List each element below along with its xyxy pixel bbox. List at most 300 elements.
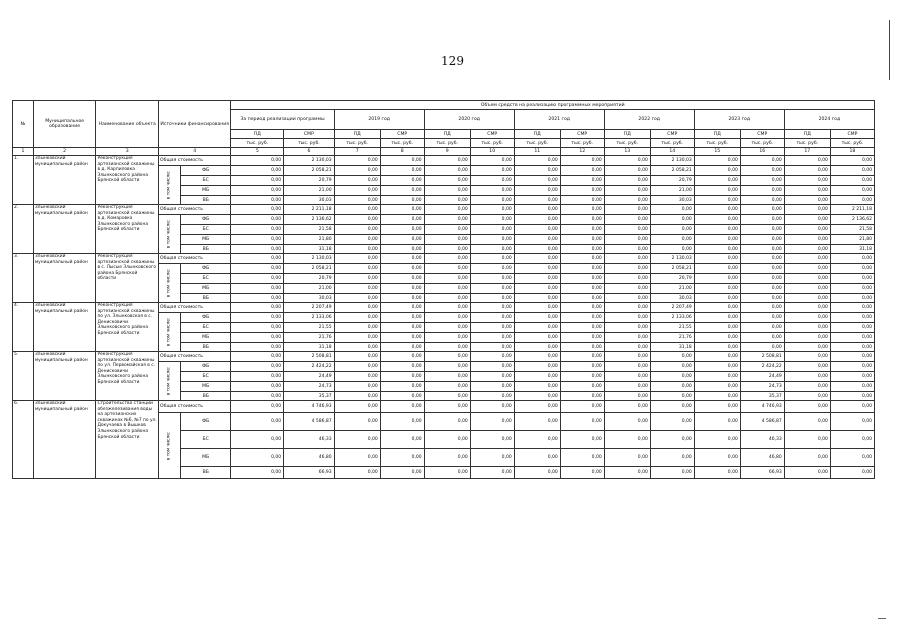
value-cell: 0,00 xyxy=(560,166,604,176)
scan-edge-mark xyxy=(878,618,886,619)
value-cell: 0,00 xyxy=(740,176,784,186)
value-cell: 0,00 xyxy=(514,186,560,196)
value-cell: 2 207,49 xyxy=(650,303,694,313)
value-cell: 0,00 xyxy=(514,274,560,284)
value-cell: 0,00 xyxy=(694,467,740,479)
value-cell: 0,00 xyxy=(424,333,470,343)
value-cell: 0,00 xyxy=(334,392,380,401)
value-cell: 0,00 xyxy=(650,392,694,401)
header-smr: СМР xyxy=(560,130,604,139)
value-cell: 0,00 xyxy=(380,413,424,431)
value-cell: 0,00 xyxy=(694,401,740,413)
value-cell: 0,00 xyxy=(694,392,740,401)
value-cell: 0,00 xyxy=(604,431,650,449)
incl-label xyxy=(159,313,181,352)
value-cell: 0,00 xyxy=(514,401,560,413)
value-cell: 0,00 xyxy=(560,431,604,449)
header-smr: СМР xyxy=(650,130,694,139)
value-cell: 0,00 xyxy=(784,284,830,294)
source-code: БС xyxy=(180,176,231,186)
value-cell: 0,00 xyxy=(830,352,874,362)
value-cell: 0,00 xyxy=(470,284,514,294)
value-cell: 0,00 xyxy=(470,264,514,274)
column-number: 7 xyxy=(334,148,380,156)
value-cell: 2 424,22 xyxy=(284,362,335,372)
value-cell: 0,00 xyxy=(514,431,560,449)
value-cell: 0,00 xyxy=(604,467,650,479)
value-cell: 0,00 xyxy=(784,352,830,362)
value-cell: 0,00 xyxy=(784,264,830,274)
value-cell: 0,00 xyxy=(470,467,514,479)
value-cell: 0,00 xyxy=(334,313,380,323)
value-cell: 0,00 xyxy=(334,186,380,196)
value-cell: 0,00 xyxy=(380,352,424,362)
value-cell: 0,00 xyxy=(604,196,650,205)
value-cell: 0,00 xyxy=(694,235,740,245)
value-cell: 0,00 xyxy=(694,156,740,166)
value-cell: 24,49 xyxy=(740,372,784,382)
value-cell: 2 058,21 xyxy=(650,264,694,274)
value-cell: 0,00 xyxy=(694,372,740,382)
value-cell: 0,00 xyxy=(231,274,284,284)
header-unit: тыс. руб. xyxy=(231,139,284,148)
source-code: БС xyxy=(180,372,231,382)
value-cell: 0,00 xyxy=(830,166,874,176)
value-cell: 0,00 xyxy=(604,401,650,413)
header-unit: тыс. руб. xyxy=(740,139,784,148)
column-number: 4 xyxy=(159,148,231,156)
value-cell: 0,00 xyxy=(380,294,424,303)
value-cell: 30,03 xyxy=(284,294,335,303)
value-cell: 0,00 xyxy=(694,303,740,313)
value-cell: 0,00 xyxy=(380,205,424,215)
value-cell: 0,00 xyxy=(740,264,784,274)
value-cell: 0,00 xyxy=(830,274,874,284)
value-cell: 0,00 xyxy=(560,372,604,382)
value-cell: 30,03 xyxy=(650,196,694,205)
value-cell: 0,00 xyxy=(380,274,424,284)
value-cell: 4 586,87 xyxy=(740,413,784,431)
value-cell: 0,00 xyxy=(560,313,604,323)
value-cell: 0,00 xyxy=(604,323,650,333)
value-cell: 0,00 xyxy=(694,254,740,264)
value-cell: 0,00 xyxy=(334,362,380,372)
row-number: 3. xyxy=(13,254,34,303)
header-pd: ПД xyxy=(604,130,650,139)
value-cell: 0,00 xyxy=(424,352,470,362)
value-cell: 0,00 xyxy=(470,313,514,323)
value-cell: 0,00 xyxy=(470,186,514,196)
value-cell: 0,00 xyxy=(784,343,830,352)
object-name-cell: Реконструкция артезианской скважины по ул. Злынковская в с. Денисковичи Злынковского района Брянской области xyxy=(96,303,159,352)
incl-label-text: в том числе: xyxy=(166,268,172,298)
value-cell: 0,00 xyxy=(740,225,784,235)
value-cell: 0,00 xyxy=(514,225,560,235)
value-cell: 2 130,03 xyxy=(284,254,335,264)
value-cell: 20,79 xyxy=(650,176,694,186)
value-cell: 0,00 xyxy=(380,166,424,176)
header-smr: СМР xyxy=(284,130,335,139)
header-volume-title: Объем средств на реализацию программных мероприятий xyxy=(231,101,875,110)
value-cell: 0,00 xyxy=(650,245,694,254)
column-number: 3 xyxy=(96,148,159,156)
value-cell: 0,00 xyxy=(740,186,784,196)
value-cell: 21,55 xyxy=(650,323,694,333)
value-cell: 0,00 xyxy=(334,372,380,382)
value-cell: 0,00 xyxy=(650,449,694,467)
value-cell: 0,00 xyxy=(470,176,514,186)
value-cell: 35,37 xyxy=(284,392,335,401)
value-cell: 0,00 xyxy=(514,294,560,303)
value-cell: 0,00 xyxy=(514,382,560,392)
value-cell: 0,00 xyxy=(830,284,874,294)
value-cell: 0,00 xyxy=(560,196,604,205)
value-cell: 0,00 xyxy=(334,235,380,245)
value-cell: 0,00 xyxy=(650,225,694,235)
value-cell: 0,00 xyxy=(694,215,740,225)
incl-label xyxy=(159,215,181,254)
value-cell: 0,00 xyxy=(514,176,560,186)
value-cell: 21,00 xyxy=(650,284,694,294)
column-number: 13 xyxy=(604,148,650,156)
header-num: № xyxy=(13,101,34,148)
municipality-cell: Злынковский муниципальный район xyxy=(33,254,96,303)
value-cell: 0,00 xyxy=(424,372,470,382)
value-cell: 0,00 xyxy=(650,235,694,245)
column-number: 14 xyxy=(650,148,694,156)
row-number: 2. xyxy=(13,205,34,254)
table-row xyxy=(13,156,875,166)
source-code: ВБ xyxy=(180,467,231,479)
value-cell: 0,00 xyxy=(231,264,284,274)
value-cell: 0,00 xyxy=(380,333,424,343)
table-row xyxy=(13,303,875,313)
value-cell: 0,00 xyxy=(424,245,470,254)
header-unit: тыс. руб. xyxy=(470,139,514,148)
value-cell: 0,00 xyxy=(424,323,470,333)
value-cell: 46,80 xyxy=(284,449,335,467)
value-cell: 0,00 xyxy=(334,431,380,449)
value-cell: 0,00 xyxy=(380,196,424,205)
value-cell: 0,00 xyxy=(334,274,380,284)
source-code: МБ xyxy=(180,449,231,467)
value-cell: 0,00 xyxy=(604,449,650,467)
value-cell: 0,00 xyxy=(830,294,874,303)
header-unit: тыс. руб. xyxy=(694,139,740,148)
value-cell: 0,00 xyxy=(424,215,470,225)
value-cell: 0,00 xyxy=(604,176,650,186)
header-period: 2020 год xyxy=(424,110,514,130)
row-number: 1. xyxy=(13,156,34,205)
value-cell: 0,00 xyxy=(740,313,784,323)
value-cell: 0,00 xyxy=(231,176,284,186)
value-cell: 0,00 xyxy=(560,254,604,264)
value-cell: 0,00 xyxy=(830,467,874,479)
value-cell: 0,00 xyxy=(231,245,284,254)
value-cell: 0,00 xyxy=(334,156,380,166)
value-cell: 0,00 xyxy=(514,303,560,313)
value-cell: 0,00 xyxy=(231,205,284,215)
value-cell: 0,00 xyxy=(740,274,784,284)
value-cell: 0,00 xyxy=(560,294,604,303)
value-cell: 0,00 xyxy=(424,225,470,235)
source-code: ФБ xyxy=(180,215,231,225)
header-pd: ПД xyxy=(424,130,470,139)
header-pd: ПД xyxy=(334,130,380,139)
value-cell: 0,00 xyxy=(784,166,830,176)
total-cost-label: Общая стоимость xyxy=(159,303,231,313)
value-cell: 0,00 xyxy=(514,449,560,467)
value-cell: 0,00 xyxy=(334,343,380,352)
value-cell: 0,00 xyxy=(694,449,740,467)
value-cell: 0,00 xyxy=(784,449,830,467)
value-cell: 0,00 xyxy=(470,215,514,225)
value-cell: 31,18 xyxy=(650,343,694,352)
value-cell: 0,00 xyxy=(514,362,560,372)
value-cell: 0,00 xyxy=(604,225,650,235)
value-cell: 0,00 xyxy=(784,362,830,372)
column-number: 1 xyxy=(13,148,34,156)
value-cell: 0,00 xyxy=(560,303,604,313)
value-cell: 0,00 xyxy=(231,343,284,352)
row-number: 6. xyxy=(13,401,34,479)
value-cell: 0,00 xyxy=(784,225,830,235)
value-cell: 0,00 xyxy=(784,235,830,245)
column-number: 11 xyxy=(514,148,560,156)
column-number: 10 xyxy=(470,148,514,156)
value-cell: 0,00 xyxy=(740,205,784,215)
value-cell: 0,00 xyxy=(830,254,874,264)
value-cell: 0,00 xyxy=(830,413,874,431)
value-cell: 0,00 xyxy=(694,166,740,176)
value-cell: 0,00 xyxy=(740,245,784,254)
incl-label-text: в том числе: xyxy=(166,431,172,460)
value-cell: 0,00 xyxy=(424,413,470,431)
value-cell: 0,00 xyxy=(784,274,830,284)
value-cell: 0,00 xyxy=(830,343,874,352)
header-period: 2022 год xyxy=(604,110,694,130)
value-cell: 0,00 xyxy=(424,254,470,264)
value-cell: 0,00 xyxy=(231,303,284,313)
header-unit: тыс. руб. xyxy=(284,139,335,148)
value-cell: 2 130,03 xyxy=(284,156,335,166)
source-code: БС xyxy=(180,323,231,333)
value-cell: 0,00 xyxy=(424,235,470,245)
value-cell: 0,00 xyxy=(231,392,284,401)
value-cell: 0,00 xyxy=(560,343,604,352)
value-cell: 0,00 xyxy=(560,215,604,225)
value-cell: 2 424,22 xyxy=(740,362,784,372)
value-cell: 46,33 xyxy=(740,431,784,449)
value-cell: 0,00 xyxy=(470,382,514,392)
value-cell: 0,00 xyxy=(560,274,604,284)
header-pd: ПД xyxy=(694,130,740,139)
value-cell: 0,00 xyxy=(514,372,560,382)
value-cell: 0,00 xyxy=(334,294,380,303)
header-period: За период реализации программы xyxy=(231,110,334,130)
value-cell: 0,00 xyxy=(604,245,650,254)
value-cell: 0,00 xyxy=(514,323,560,333)
value-cell: 0,00 xyxy=(334,225,380,235)
value-cell: 0,00 xyxy=(231,254,284,264)
value-cell: 0,00 xyxy=(694,245,740,254)
value-cell: 0,00 xyxy=(334,284,380,294)
value-cell: 0,00 xyxy=(470,303,514,313)
value-cell: 0,00 xyxy=(784,303,830,313)
incl-label-text: в том числе: xyxy=(166,317,172,347)
value-cell: 0,00 xyxy=(424,264,470,274)
value-cell: 0,00 xyxy=(334,205,380,215)
value-cell: 0,00 xyxy=(604,156,650,166)
header-period: 2019 год xyxy=(334,110,424,130)
value-cell: 0,00 xyxy=(380,343,424,352)
value-cell: 0,00 xyxy=(231,333,284,343)
source-code: ФБ xyxy=(180,413,231,431)
value-cell: 0,00 xyxy=(650,382,694,392)
value-cell: 0,00 xyxy=(231,294,284,303)
value-cell: 0,00 xyxy=(470,343,514,352)
value-cell: 24,73 xyxy=(740,382,784,392)
value-cell: 0,00 xyxy=(650,205,694,215)
header-unit: тыс. руб. xyxy=(514,139,560,148)
value-cell: 0,00 xyxy=(231,313,284,323)
value-cell: 0,00 xyxy=(380,323,424,333)
value-cell: 21,00 xyxy=(650,186,694,196)
value-cell: 2 058,21 xyxy=(650,166,694,176)
header-unit: тыс. руб. xyxy=(830,139,874,148)
total-cost-label: Общая стоимость xyxy=(159,205,231,215)
value-cell: 0,00 xyxy=(424,294,470,303)
value-cell: 0,00 xyxy=(470,333,514,343)
value-cell: 0,00 xyxy=(604,254,650,264)
value-cell: 0,00 xyxy=(470,254,514,264)
scan-edge-line xyxy=(889,20,890,80)
value-cell: 0,00 xyxy=(231,196,284,205)
value-cell: 0,00 xyxy=(380,264,424,274)
value-cell: 2 058,21 xyxy=(284,166,335,176)
value-cell: 20,79 xyxy=(650,274,694,284)
value-cell: 0,00 xyxy=(470,362,514,372)
value-cell: 0,00 xyxy=(694,274,740,284)
header-smr: СМР xyxy=(470,130,514,139)
value-cell: 0,00 xyxy=(604,413,650,431)
value-cell: 0,00 xyxy=(231,449,284,467)
value-cell: 0,00 xyxy=(560,362,604,372)
value-cell: 0,00 xyxy=(560,245,604,254)
value-cell: 0,00 xyxy=(560,264,604,274)
header-period: 2021 год xyxy=(514,110,604,130)
value-cell: 0,00 xyxy=(514,284,560,294)
value-cell: 0,00 xyxy=(830,449,874,467)
value-cell: 0,00 xyxy=(740,343,784,352)
value-cell: 0,00 xyxy=(424,205,470,215)
table-row xyxy=(13,352,875,362)
value-cell: 0,00 xyxy=(830,156,874,166)
value-cell: 0,00 xyxy=(560,205,604,215)
value-cell: 0,00 xyxy=(334,401,380,413)
value-cell: 0,00 xyxy=(650,362,694,372)
column-number: 12 xyxy=(560,148,604,156)
value-cell: 46,80 xyxy=(740,449,784,467)
header-municipality: Муниципальное образование xyxy=(33,101,96,148)
value-cell: 21,58 xyxy=(284,225,335,235)
total-cost-label: Общая стоимость xyxy=(159,254,231,264)
column-number: 17 xyxy=(784,148,830,156)
value-cell: 0,00 xyxy=(604,313,650,323)
value-cell: 0,00 xyxy=(650,413,694,431)
value-cell: 0,00 xyxy=(694,176,740,186)
value-cell: 2 133,06 xyxy=(284,313,335,323)
value-cell: 0,00 xyxy=(830,431,874,449)
value-cell: 0,00 xyxy=(380,176,424,186)
incl-label xyxy=(159,264,181,303)
value-cell: 0,00 xyxy=(470,413,514,431)
value-cell: 0,00 xyxy=(470,372,514,382)
value-cell: 0,00 xyxy=(694,205,740,215)
value-cell: 24,73 xyxy=(284,382,335,392)
header-unit: тыс. руб. xyxy=(650,139,694,148)
value-cell: 0,00 xyxy=(650,372,694,382)
value-cell: 0,00 xyxy=(604,215,650,225)
value-cell: 0,00 xyxy=(784,323,830,333)
value-cell: 2 211,18 xyxy=(830,205,874,215)
value-cell: 21,80 xyxy=(830,235,874,245)
value-cell: 0,00 xyxy=(784,382,830,392)
value-cell: 0,00 xyxy=(740,235,784,245)
value-cell: 0,00 xyxy=(694,196,740,205)
value-cell: 0,00 xyxy=(784,156,830,166)
value-cell: 0,00 xyxy=(694,362,740,372)
value-cell: 0,00 xyxy=(231,362,284,372)
header-period: 2023 год xyxy=(694,110,784,130)
column-number: 8 xyxy=(380,148,424,156)
value-cell: 0,00 xyxy=(424,196,470,205)
incl-label-text: в том числе: xyxy=(166,219,172,249)
source-code: ВБ xyxy=(180,392,231,401)
header-smr: СМР xyxy=(830,130,874,139)
value-cell: 24,49 xyxy=(284,372,335,382)
value-cell: 21,58 xyxy=(830,225,874,235)
source-code: ВБ xyxy=(180,294,231,303)
value-cell: 0,00 xyxy=(560,352,604,362)
value-cell: 0,00 xyxy=(784,196,830,205)
value-cell: 0,00 xyxy=(334,264,380,274)
column-number: 9 xyxy=(424,148,470,156)
value-cell: 0,00 xyxy=(514,205,560,215)
value-cell: 0,00 xyxy=(784,205,830,215)
value-cell: 0,00 xyxy=(604,264,650,274)
value-cell: 0,00 xyxy=(740,294,784,303)
value-cell: 0,00 xyxy=(784,245,830,254)
value-cell: 2 508,81 xyxy=(740,352,784,362)
value-cell: 0,00 xyxy=(740,323,784,333)
value-cell: 0,00 xyxy=(560,284,604,294)
value-cell: 0,00 xyxy=(740,303,784,313)
value-cell: 0,00 xyxy=(740,254,784,264)
value-cell: 31,18 xyxy=(284,343,335,352)
value-cell: 2 130,03 xyxy=(650,254,694,264)
value-cell: 0,00 xyxy=(830,401,874,413)
value-cell: 0,00 xyxy=(604,303,650,313)
value-cell: 0,00 xyxy=(514,166,560,176)
object-name-cell: Строительство станции обезжелезивания воды на артезианских скважинах №6, №7 по ул. Докучаева в Вышков Злынковского района Брянской области xyxy=(96,401,159,479)
value-cell: 2 136,62 xyxy=(830,215,874,225)
header-source: Источники финансирования xyxy=(159,101,231,148)
source-code: МБ xyxy=(180,235,231,245)
value-cell: 0,00 xyxy=(560,176,604,186)
value-cell: 0,00 xyxy=(231,372,284,382)
source-code: ВБ xyxy=(180,245,231,254)
